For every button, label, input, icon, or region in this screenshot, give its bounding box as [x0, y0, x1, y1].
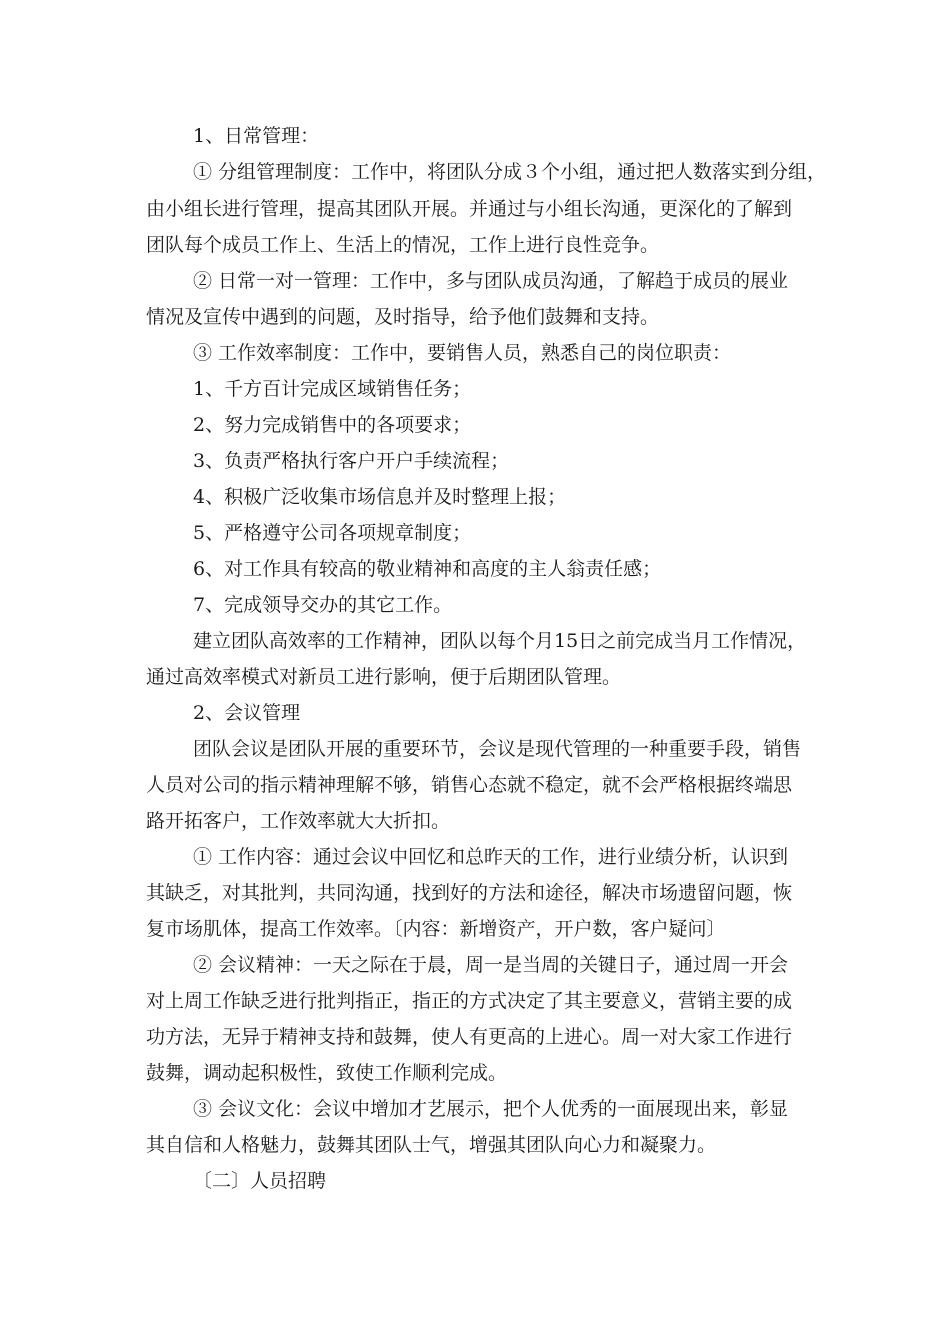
paragraph-line: 其自信和人格魅力，鼓舞其团队士气，增强其团队向心力和凝聚力。: [146, 1134, 717, 1156]
paragraph-line: ② 会议精神：一天之际在于晨，周一是当周的关键日子，通过周一开会: [193, 954, 789, 976]
paragraph-line: ② 日常一对一管理：工作中，多与团队成员沟通，了解趋于成员的展业: [193, 270, 789, 292]
list-item: 4、积极广泛收集市场信息并及时整理上报；: [193, 486, 567, 508]
paragraph-line: 人员对公司的指示精神理解不够，销售心态就不稳定，就不会严格根据终端思: [146, 774, 793, 796]
list-item: 2、努力完成销售中的各项要求；: [193, 414, 472, 436]
paragraph-line: 团队每个成员工作上、生活上的情况，工作上进行良性竞争。: [146, 234, 660, 256]
list-item: 5、严格遵守公司各项规章制度；: [193, 522, 472, 544]
paragraph-line: 复市场肌体，提高工作效率。〔内容：新增资产，开户数，客户疑问〕: [146, 918, 726, 940]
heading-staff-recruitment: 〔二〕人员招聘: [193, 1170, 327, 1192]
paragraph-line: ③ 会议文化：会议中增加才艺展示，把个人优秀的一面展现出来，彰显: [193, 1098, 789, 1120]
list-item: 1、千方百计完成区域销售任务；: [193, 378, 472, 400]
paragraph-line: 建立团队高效率的工作精神，团队以每个月15日之前完成当月工作情况，: [193, 630, 807, 652]
paragraph-line: ① 分组管理制度：工作中，将团队分成３个小组，通过把人数落实到分组，: [193, 161, 827, 183]
paragraph-line: ③ 工作效率制度：工作中，要销售人员，熟悉自己的岗位职责：: [193, 342, 732, 364]
heading-daily-management: 1、日常管理：: [193, 125, 320, 147]
paragraph-line: 通过高效率模式对新员工进行影响，便于后期团队管理。: [146, 666, 622, 688]
paragraph-line: 功方法，无异于精神支持和鼓舞，使人有更高的上进心。周一对大家工作进行: [146, 1026, 793, 1048]
list-item: 3、负责严格执行客户开户手续流程；: [193, 450, 510, 472]
paragraph-line: 团队会议是团队开展的重要环节，会议是现代管理的一种重要手段，销售: [193, 738, 802, 760]
list-item: 6、对工作具有较高的敬业精神和高度的主人翁责任感；: [193, 558, 662, 580]
list-item: 7、完成领导交办的其它工作。: [193, 594, 453, 616]
paragraph-line: 鼓舞，调动起积极性，致使工作顺利完成。: [146, 1062, 508, 1084]
paragraph-line: 其缺乏，对其批判，共同沟通，找到好的方法和途径，解决市场遗留问题，恢: [146, 882, 793, 904]
heading-meeting-management: 2、会议管理: [193, 702, 301, 724]
paragraph-line: 路开拓客户，工作效率就大大折扣。: [146, 810, 451, 832]
paragraph-line: 情况及宣传中遇到的问题，及时指导，给予他们鼓舞和支持。: [146, 306, 660, 328]
paragraph-line: 对上周工作缺乏进行批判指正，指正的方式决定了其主要意义，营销主要的成: [146, 990, 793, 1012]
paragraph-line: ① 工作内容：通过会议中回忆和总昨天的工作，进行业绩分析，认识到: [193, 846, 789, 868]
paragraph-line: 由小组长进行管理，提高其团队开展。并通过与小组长沟通，更深化的了解到: [146, 198, 793, 220]
